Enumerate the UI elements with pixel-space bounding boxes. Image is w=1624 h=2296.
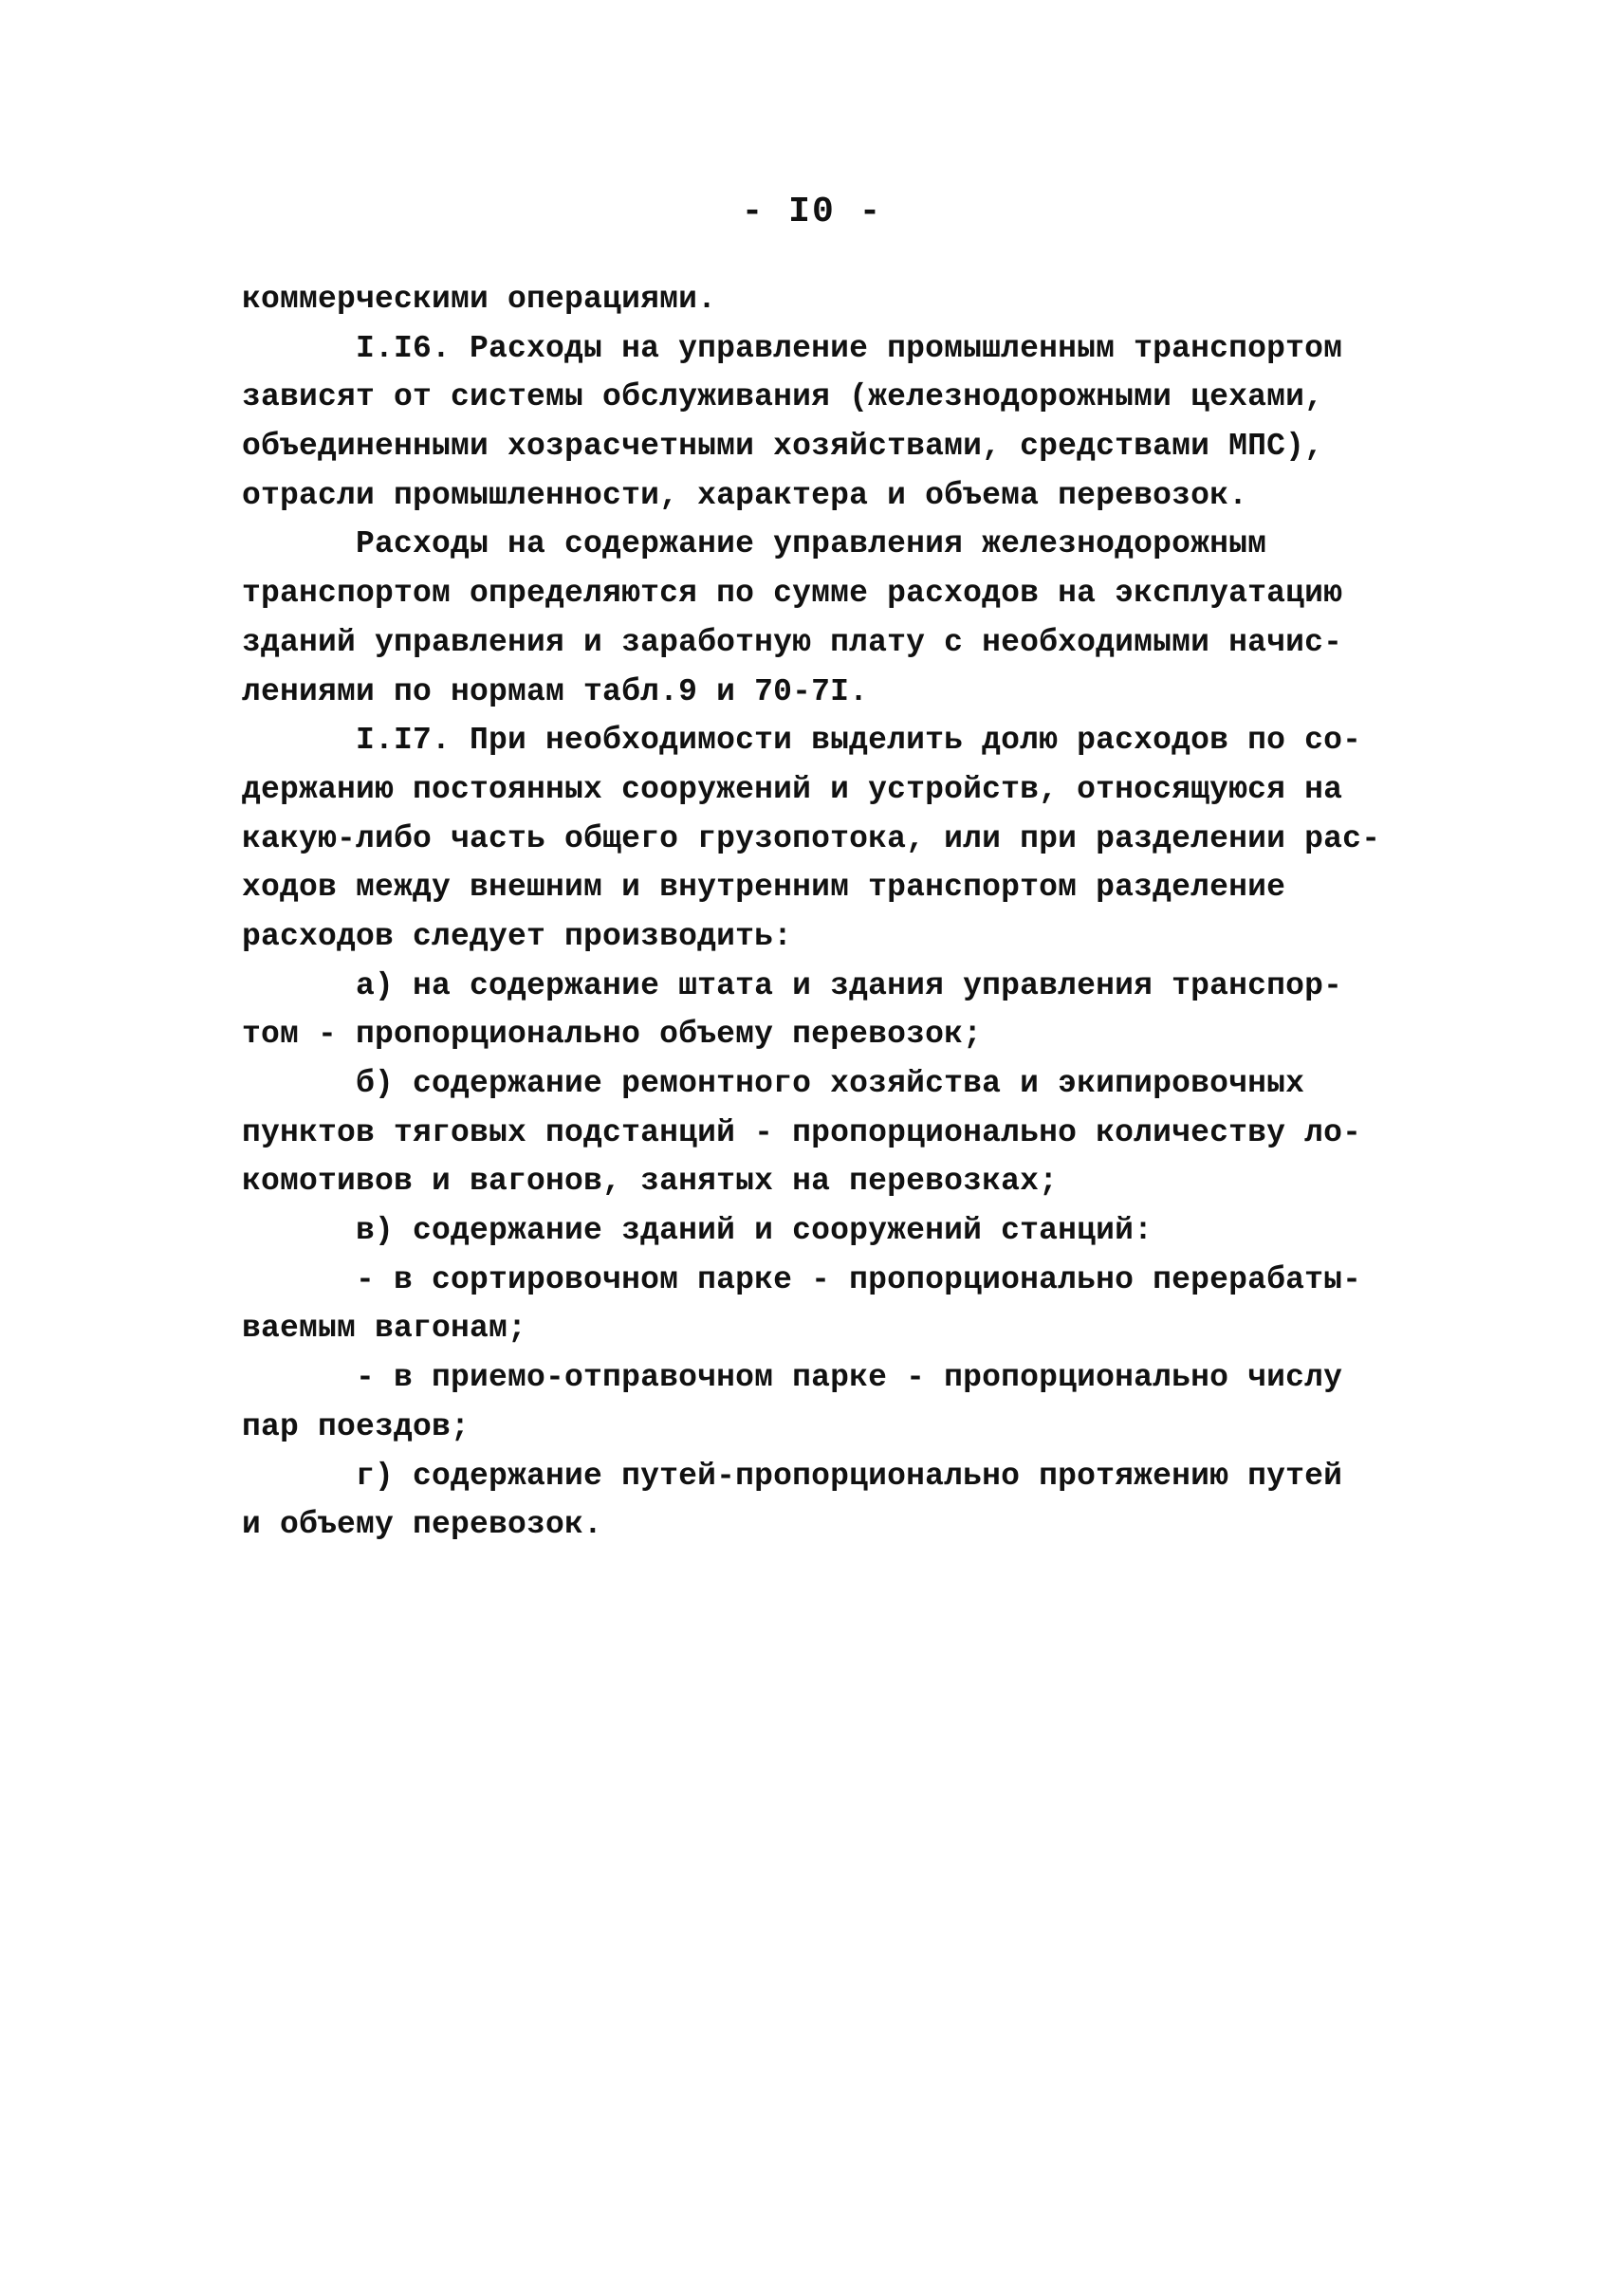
text-line: ваемым вагонам; <box>242 1311 527 1347</box>
text-line: - в приемо-отправочном парке - пропорционально числу <box>242 1360 1343 1396</box>
text-line: б) содержание ремонтного хозяйства и экипировочных <box>242 1066 1305 1101</box>
text-line: лениями по нормам табл.9 и 70-7I. <box>242 673 869 709</box>
text-line: зависят от системы обслуживания (железнодорожными цехами, <box>242 379 1324 415</box>
text-line: г) содержание путей-пропорционально протяжению путей <box>242 1458 1343 1494</box>
text-line: Расходы на содержание управления железнодорожным <box>242 526 1267 562</box>
text-line: комотивов и вагонов, занятых на перевозках; <box>242 1164 1059 1200</box>
text-line: транспортом определяются по сумме расходов на эксплуатацию <box>242 576 1343 612</box>
text-line: I.I7. При необходимости выделить долю расходов по со- <box>242 723 1362 759</box>
text-line: объединенными хозрасчетными хозяйствами, средствами МПС), <box>242 429 1324 465</box>
text-line: коммерческими операциями. <box>242 282 717 317</box>
text-line: пунктов тяговых подстанций - пропорционально количеству ло- <box>242 1114 1362 1150</box>
text-line: - в сортировочном парке - пропорционально перерабаты- <box>242 1261 1362 1297</box>
text-line: и объему перевозок. <box>242 1507 603 1543</box>
text-line: отрасли промышленности, характера и объема перевозок. <box>242 477 1248 513</box>
text-line: держанию постоянных сооружений и устройств, относящуюся на <box>242 771 1343 807</box>
page-number: - I0 - <box>741 192 883 232</box>
text-line: а) на содержание штата и здания управления транспор- <box>242 967 1343 1003</box>
text-line: пар поездов; <box>242 1408 471 1444</box>
text-line: ходов между внешним и внутренним транспортом разделение <box>242 870 1286 906</box>
text-line: зданий управления и заработную плату с необходимыми начис- <box>242 624 1343 660</box>
text-line: том - пропорционально объему перевозок; <box>242 1017 983 1053</box>
text-line: какую-либо часть общего грузопотока, или при разделении рас- <box>242 820 1381 856</box>
text-line: I.I6. Расходы на управление промышленным транспортом <box>242 330 1343 366</box>
body-text <box>242 275 1418 1550</box>
text-line: расходов следует производить: <box>242 918 793 954</box>
text-line: в) содержание зданий и сооружений станций: <box>242 1213 1153 1249</box>
